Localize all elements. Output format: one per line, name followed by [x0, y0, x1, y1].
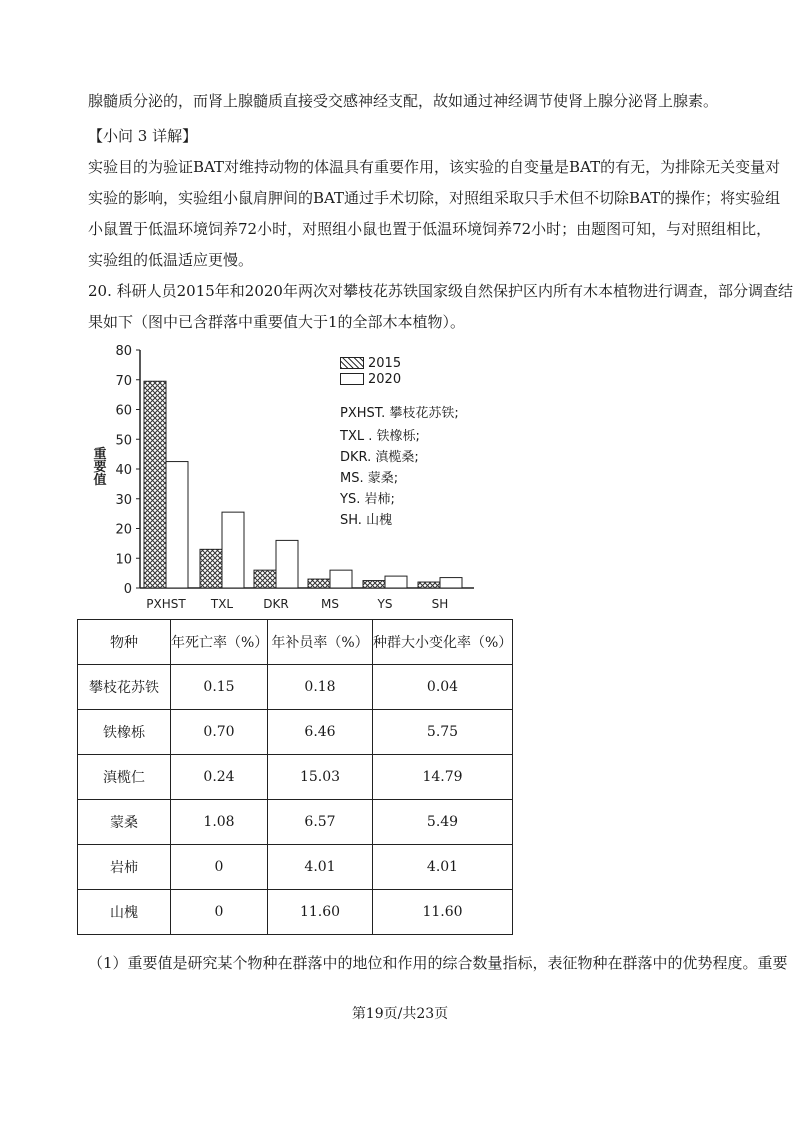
legend-label-2020: 2020: [368, 371, 402, 387]
x-tick-label: SH: [431, 597, 449, 611]
x-tick-label: PXHST: [146, 597, 186, 611]
table-cell: 铁橡栎: [78, 710, 171, 755]
x-tick-label: MS: [321, 597, 339, 611]
chart-legend: [340, 355, 401, 387]
bar-2015-sh: [418, 582, 440, 588]
question-20-text: 20. 科研人员2015年和2020年两次对攀枝花苏铁国家级自然保护区内所有木本植物进行调查，部分调查结: [88, 282, 793, 300]
table-cell: 5.49: [373, 800, 513, 845]
y-tick-label: 80: [115, 344, 132, 359]
table-cell: 岩柿: [78, 845, 171, 890]
table-cell: 6.57: [268, 800, 373, 845]
section-heading: 【小问 3 详解】: [88, 127, 198, 145]
table-cell: 滇榄仁: [78, 755, 171, 800]
legend-label-2015: 2015: [368, 355, 402, 371]
table-row: [78, 755, 513, 800]
table-cell: 0: [171, 845, 268, 890]
bar-2020-txl: [222, 512, 244, 588]
y-tick-label: 60: [115, 403, 132, 419]
y-tick-label: 30: [115, 492, 132, 508]
y-axis-label: 重要值: [90, 446, 106, 486]
table-cell: 0.04: [373, 665, 513, 710]
table-header: 年死亡率（%）: [171, 620, 268, 665]
page-footer: 第19页/共23页: [351, 1006, 449, 1022]
table-cell: 0.15: [171, 665, 268, 710]
table-cell: 11.60: [268, 890, 373, 935]
table-cell: 攀枝花苏铁: [78, 665, 171, 710]
y-tick-label: 50: [115, 433, 132, 449]
x-tick-label: TXL: [210, 597, 234, 611]
abbr-ys: YS. 岩柿;: [340, 492, 395, 507]
table-cell: 0: [171, 890, 268, 935]
y-tick-label: 0: [123, 582, 132, 597]
bar-2020-dkr: [276, 540, 298, 588]
table-cell: 4.01: [373, 845, 513, 890]
text-line: 果如下（图中已含群落中重要值大于1的全部木本植物）。: [88, 313, 466, 331]
table-header: 年补员率（%）: [268, 620, 373, 665]
x-tick-label: YS: [377, 597, 393, 611]
abbr-ms: MS. 蒙桑;: [340, 471, 399, 486]
abbr-dkr: DKR. 滇榄桑;: [340, 450, 419, 465]
x-tick-label: DKR: [263, 597, 289, 611]
text-line: 小鼠置于低温环境饲养72小时，对照组小鼠也置于低温环境饲养72小时；由题图可知，与对照组相比，: [88, 220, 772, 238]
data-table: [77, 619, 513, 935]
table-cell: 0.24: [171, 755, 268, 800]
bar-2015-txl: [200, 549, 222, 588]
table-row: [78, 665, 513, 710]
abbr-sh: SH. 山槐: [340, 513, 393, 528]
legend-swatch-2020: [340, 373, 364, 385]
table-cell: 11.60: [373, 890, 513, 935]
bar-chart: [80, 338, 480, 620]
legend-swatch-2015: [340, 357, 364, 369]
table-cell: 5.75: [373, 710, 513, 755]
table-cell: 山槐: [78, 890, 171, 935]
table-row: [78, 845, 513, 890]
bar-2015-pxhst: [144, 381, 166, 588]
table-cell: 14.79: [373, 755, 513, 800]
table-header: 物种: [78, 620, 171, 665]
table-row: [78, 800, 513, 845]
bar-2020-ys: [385, 576, 407, 588]
y-tick-label: 20: [115, 522, 132, 538]
text-line: 实验的影响，实验组小鼠肩胛间的BAT通过手术切除，对照组采取只手术但不切除BAT的操作；将实验组: [88, 189, 781, 207]
text-line: 实验目的为验证BAT对维持动物的体温具有重要作用，该实验的自变量是BAT的有无，为排除无关变量对: [88, 158, 781, 176]
bar-2020-pxhst: [166, 462, 188, 588]
y-tick-label: 70: [115, 373, 132, 389]
text-line: 实验组的低温适应更慢。: [88, 251, 254, 269]
table-cell: 15.03: [268, 755, 373, 800]
table-cell: 0.70: [171, 710, 268, 755]
text-line: 腺髓质分泌的，而肾上腺髓质直接受交感神经支配，故如通过神经调节使肾上腺分泌肾上腺素。: [88, 92, 719, 110]
bar-2015-dkr: [254, 570, 276, 588]
table-cell: 蒙桑: [78, 800, 171, 845]
y-tick-label: 10: [115, 552, 132, 568]
question-1-text: （1）重要值是研究某个物种在群落中的地位和作用的综合数量指标，表征物种在群落中的优势程度。重要: [88, 954, 788, 972]
table-cell: 4.01: [268, 845, 373, 890]
bar-2015-ms: [308, 579, 330, 588]
table-cell: 0.18: [268, 665, 373, 710]
table-cell: 6.46: [268, 710, 373, 755]
abbr-txl: TXL . 铁橡栎;: [340, 429, 420, 444]
table-row: [78, 710, 513, 755]
abbr-pxhst: PXHST. 攀枝花苏铁;: [340, 406, 459, 421]
table-header-row: [78, 620, 513, 665]
bar-2020-sh: [440, 578, 462, 588]
bar-2015-ys: [363, 581, 385, 588]
y-tick-label: 40: [115, 463, 132, 478]
table-header: 种群大小变化率（%）: [373, 620, 513, 665]
bar-2020-ms: [330, 570, 352, 588]
table-row: [78, 890, 513, 935]
table-cell: 1.08: [171, 800, 268, 845]
